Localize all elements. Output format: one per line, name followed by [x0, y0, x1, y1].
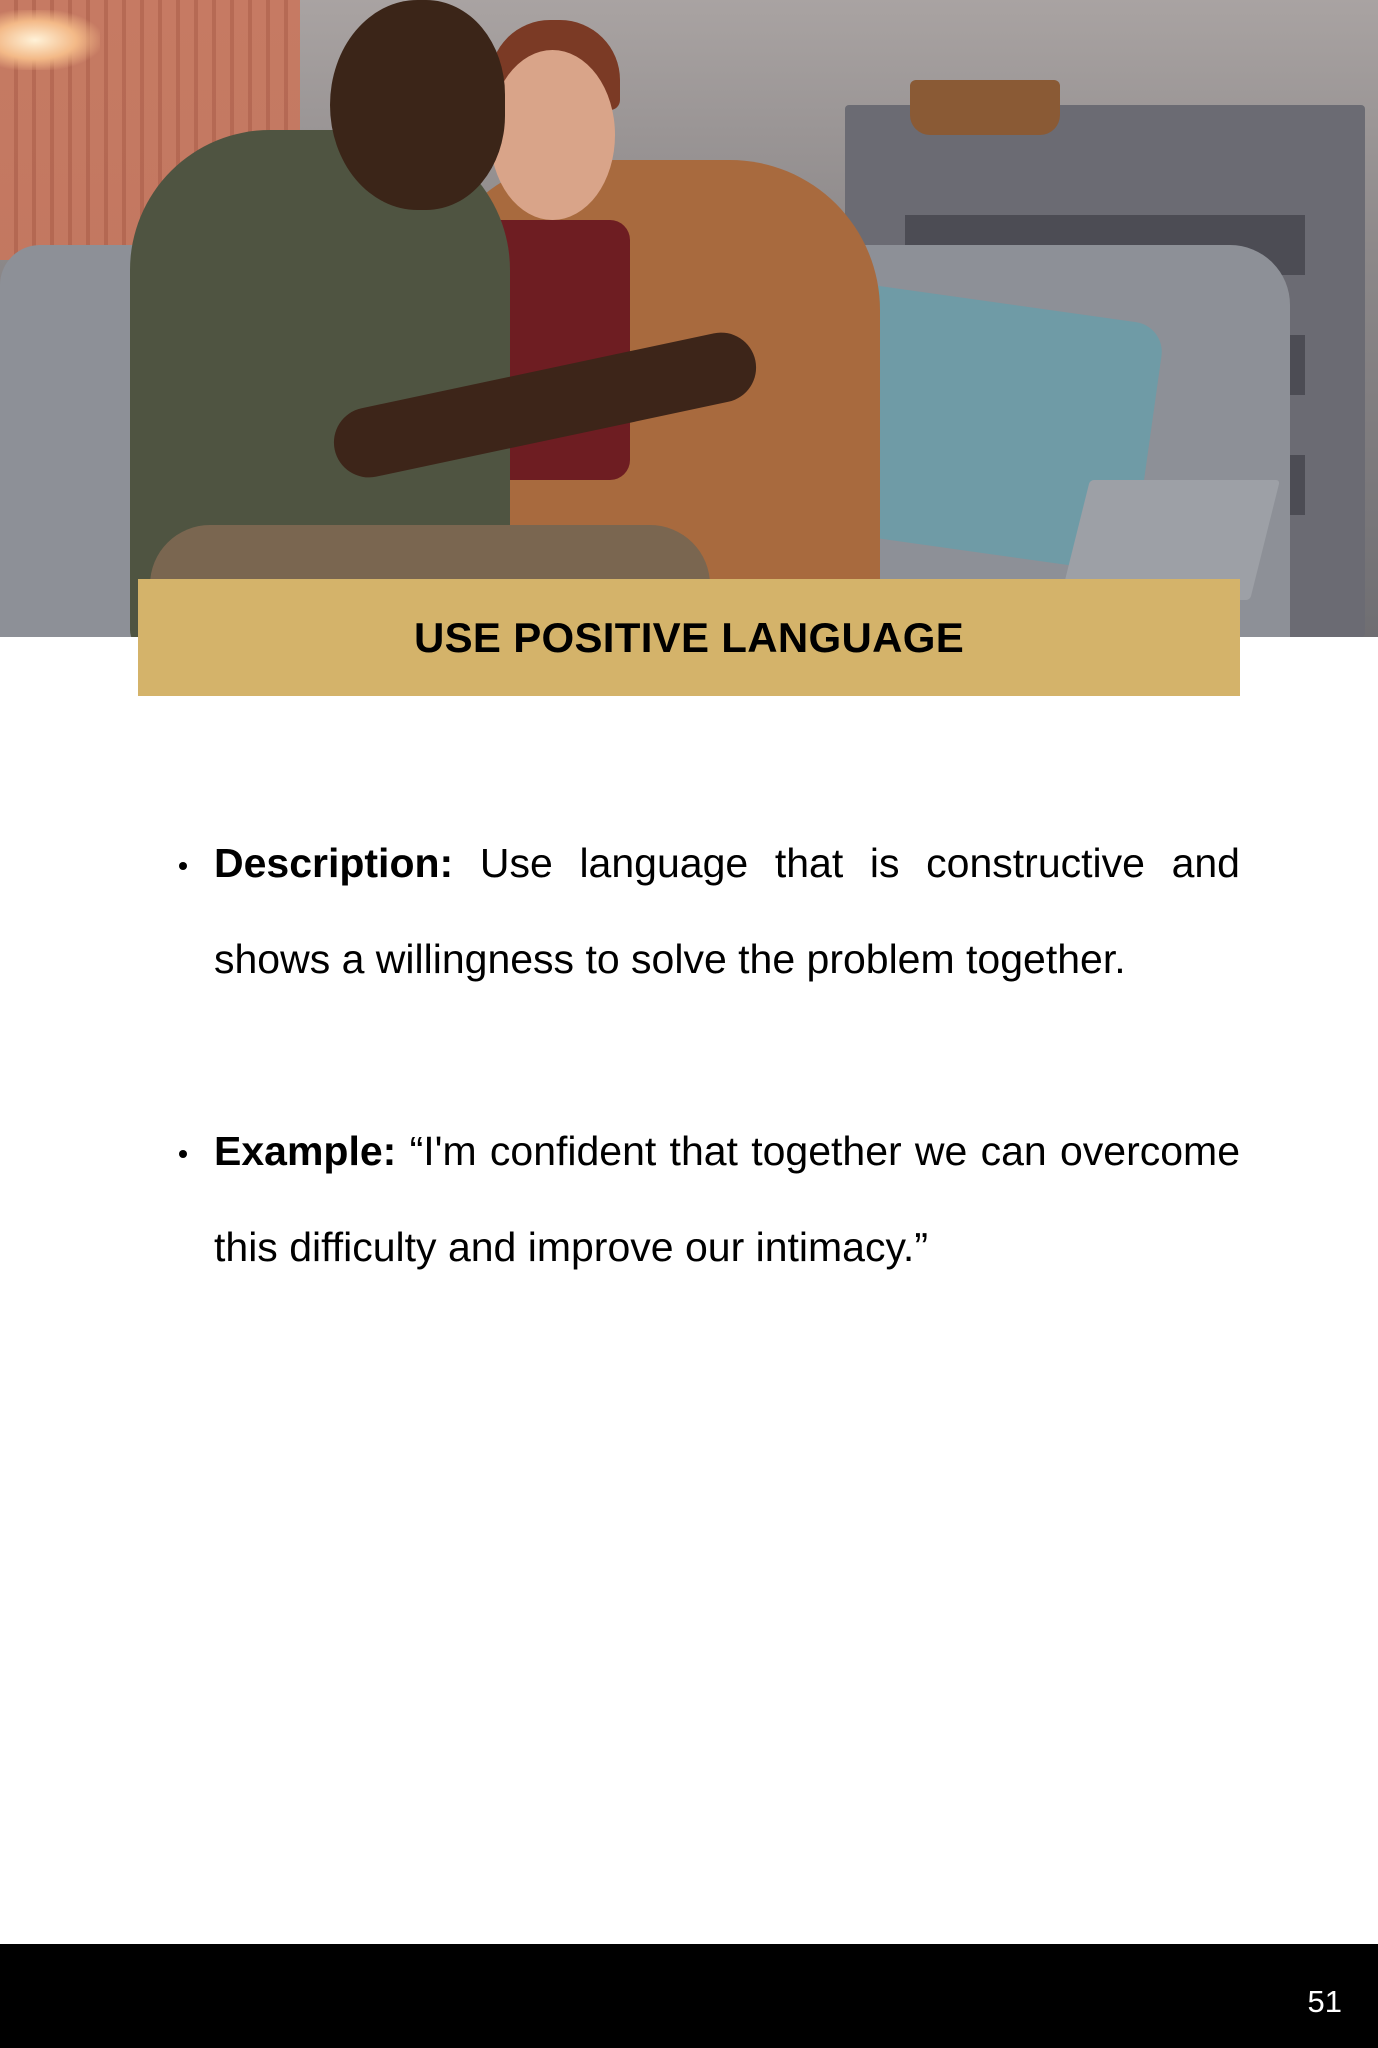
page-title: USE POSITIVE LANGUAGE	[413, 613, 965, 661]
title-banner	[138, 579, 1240, 696]
page-number: 51	[1307, 1984, 1342, 2019]
list-item-example	[172, 1103, 1240, 1295]
description-label: Description:	[214, 840, 454, 886]
example-text: “I'm confident that together we can overcome this difficulty and improve our intimacy.”	[214, 1128, 1240, 1270]
example-label: Example:	[214, 1128, 397, 1174]
footer-bar	[0, 1944, 1378, 2048]
hero-photo	[0, 0, 1378, 637]
description-text: Use language that is constructive and shows a willingness to solve the problem together.	[214, 840, 1240, 982]
list-item-description	[172, 815, 1240, 1007]
bullet-list	[172, 815, 1240, 1391]
